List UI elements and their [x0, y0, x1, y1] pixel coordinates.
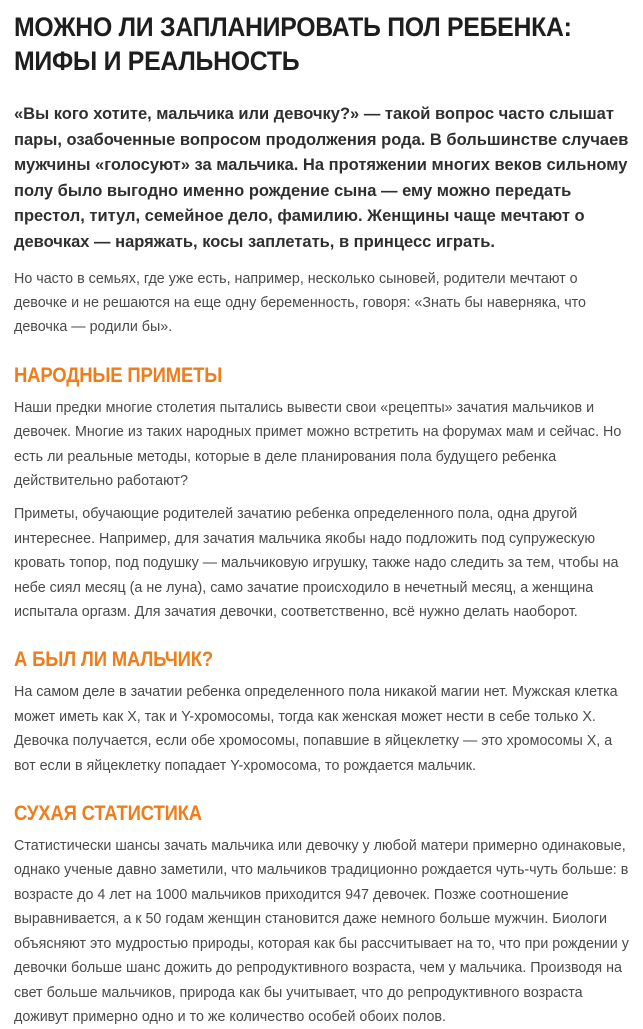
section-paragraph: Наши предки многие столетия пытались вывести свои «рецепты» зачатия мальчиков и девочек. Многие из таких народных примет можно встретить на форумах мам и сейчас. Но есть ли реальные методы, которые в деле планирования пола будущего ребенка действительно работают? [14, 399, 622, 489]
section-heading-dry-statistics: СУХАЯ СТАТИСТИКА [14, 802, 202, 826]
section-paragraph: На самом деле в зачатии ребенка определенного пола никакой магии нет. Мужская клетка может иметь как X, так и Y-хромосомы, тогда как женская может нести в себе только X. Девочка получается, если обе хромосомы, попавшие в яйцеклетку — это хромосомы X, а вот если в яйцеклетку попадает Y-хромосома, то рождается мальчик. [14, 684, 618, 774]
article-title: МОЖНО ЛИ ЗАПЛАНИРОВАТЬ ПОЛ РЕБЕНКА: МИФЫ И РЕАЛЬНОСТЬ [14, 12, 572, 76]
article-intro: Но часто в семьях, где уже есть, например, несколько сыновей, родители мечтают о девочке и не решаются на еще одну беременность, говоря: «Знать бы наверняка, что девочка — родили бы». [14, 270, 587, 336]
section-paragraph: Приметы, обучающие родителей зачатию ребенка определенного пола, одна другой интереснее. Например, для зачатия мальчика якобы надо подложить под супружескую кровать топор, под подушку — мальчиковую игрушку, также надо следить за тем, чтобы на небе сиял месяц (а не луна), само зачатие происходило в нечетный месяц, а женщина испытала оргазм. Для зачатия девочки, соответственно, всё нужно делать наоборот. [14, 506, 619, 621]
section-paragraph: Статистически шансы зачать мальчика или девочку у любой матери примерно одинаковые, однако ученые давно заметили, что мальчиков традиционно рождается чуть-чуть больше: в возрасте до 4 лет на 1000 мальчиков приходится 947 девочек. Позже соотношение выравнивается, а к 50 годам женщин становится даже немного больше мужчин. Биологи объясняют это мудростью природы, которая как бы рассчитывает на то, что при рождении у девочки больше шанс дожить до репродуктивного возраста, чем у мальчика. Производя на свет больше мальчиков, природа как бы учитывает, что до репродуктивного возраста доживут примерно одно и то же количество особей обоих полов. [14, 838, 629, 1025]
article-lead: «Вы кого хотите, мальчика или девочку?» — такой вопрос часто слышат пары, озабоченные вопросом продолжения рода. В большинстве случаев мужчины «голосуют» за мальчика. На протяжении многих веков сильному полу было выгодно именно рождение сына — ему можно передать престол, титул, семейное дело, фамилию. Женщины чаще мечтают о девочках — наряжать, косы заплетать, в принцесс играть. [14, 105, 629, 251]
section-heading-folk-signs: НАРОДНЫЕ ПРИМЕТЫ [14, 363, 223, 387]
section-heading-was-there-a-boy: А БЫЛ ЛИ МАЛЬЧИК? [14, 648, 214, 672]
